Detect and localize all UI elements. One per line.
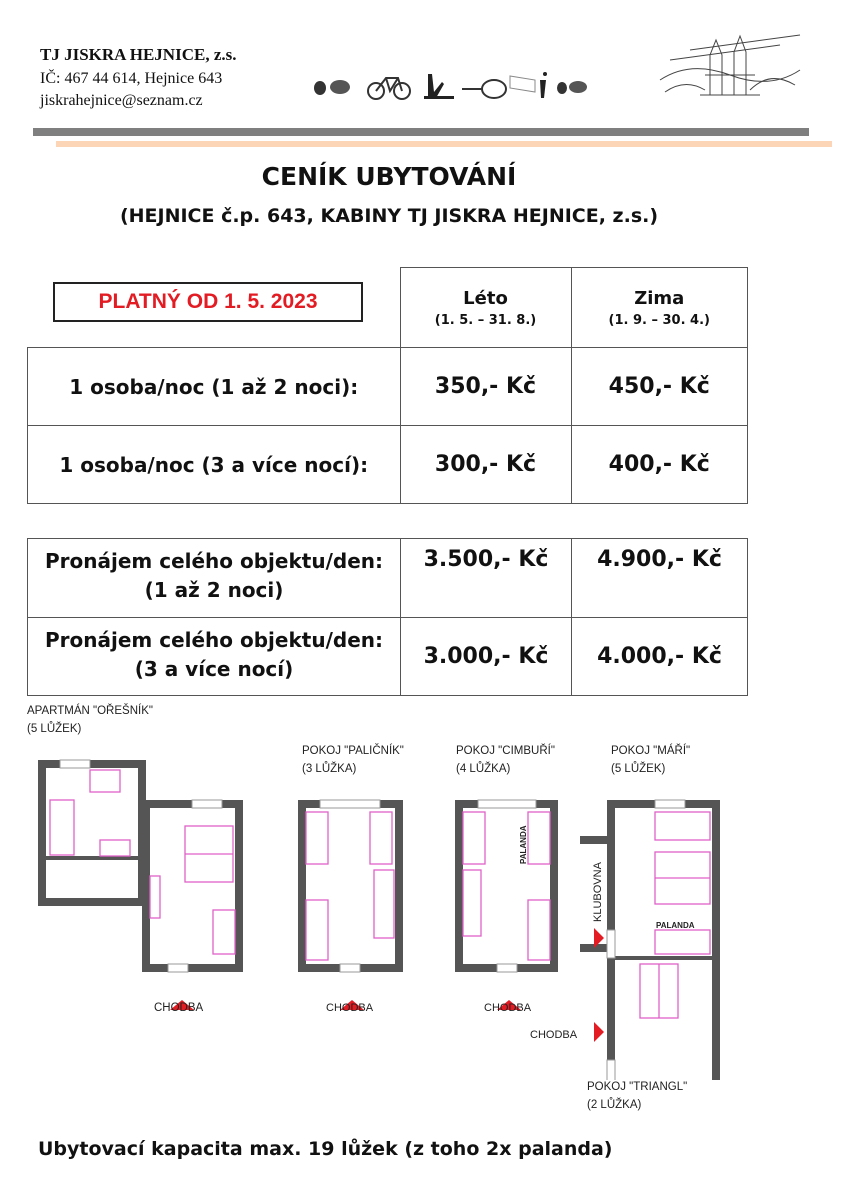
header-divider-peach [56,141,832,147]
row-label: 1 osoba/noc (3 a více nocí): [28,426,401,504]
winter-price: 400,- Kč [571,426,748,504]
bunk-label: PALANDA [656,921,695,930]
volleyball-icon [510,72,547,98]
table-row [28,426,748,504]
summer-price: 3.500,- Kč [401,539,572,618]
row-label: Pronájem celého objektu/den: (1 až 2 noci) [28,539,401,618]
row-label: 1 osoba/noc (1 až 2 noci): [28,348,401,426]
floor-plan [0,740,842,1080]
summer-price: 350,- Kč [400,348,571,426]
shoe-print-icon [314,80,350,95]
club-label: KLUBOVNA [592,862,604,922]
org-ico: IČ: 467 44 614, Hejnice 643 [40,70,223,87]
church-sketch-logo [650,30,810,102]
room-label-cimburi: POKOJ "CIMBUŘÍ" (4 LŮŽKA) [456,745,555,775]
season-summer-header: Léto (1. 5. – 31. 8.) [400,268,571,348]
mari-triangl-walls [611,804,716,1080]
corridor-label: CHODBA [326,1002,374,1014]
season-winter-header: Zima (1. 9. – 30. 4.) [571,268,748,348]
winter-price: 450,- Kč [571,348,748,426]
corridor-label: CHODBA [484,1002,532,1014]
capacity-note: Ubytovací kapacita max. 19 lůžek (z toho 2x palanda) [38,1138,613,1160]
header-divider-gray [33,128,809,136]
row-label: Pronájem celého objektu/den: (3 a více nocí) [28,618,401,696]
summer-price: 300,- Kč [400,426,571,504]
table-row [28,618,748,696]
summer-price: 3.000,- Kč [401,618,572,696]
corridor-label: CHODBA [154,1002,204,1014]
gymnast-icon [424,74,454,99]
org-email: jiskrahejnice@seznam.cz [40,92,203,109]
corridor-label: CHODBA [530,1029,578,1041]
tennis-racket-icon [462,80,506,98]
valid-from-box: PLATNÝ OD 1. 5. 2023 [53,282,363,322]
shoe-print-icon-2 [557,81,587,94]
page-title: CENÍK UBYTOVÁNÍ [261,162,517,191]
cimburi-walls [459,804,554,968]
room-label-triangl: POKOJ "TRIANGL" (2 LŮŽKA) [587,1081,688,1111]
per-person-price-table [27,267,748,504]
bicycle-icon [368,78,410,99]
palicnik-walls [302,804,399,968]
table-row [28,348,748,426]
sports-icons [310,70,590,102]
bunk-label: PALANDA [519,825,528,864]
table-row [28,539,748,618]
room-label-palicnik: POKOJ "PALIČNÍK" (3 LŮŽKA) [302,745,404,775]
winter-price: 4.000,- Kč [572,618,748,696]
page-subtitle: (HEJNICE č.p. 643, KABINY TJ JISKRA HEJNICE, z.s.) [119,205,659,227]
room-label-mari: POKOJ "MÁŘÍ" (5 LŮŽEK) [611,745,691,775]
whole-building-price-table [27,538,748,696]
apartment-small-room-walls [42,764,142,902]
org-name: TJ JISKRA HEJNICE, z.s. [40,45,237,64]
winter-price: 4.900,- Kč [572,539,748,618]
room-label-oresnik: APARTMÁN "OŘEŠNÍK" (5 LŮŽEK) [27,705,153,735]
